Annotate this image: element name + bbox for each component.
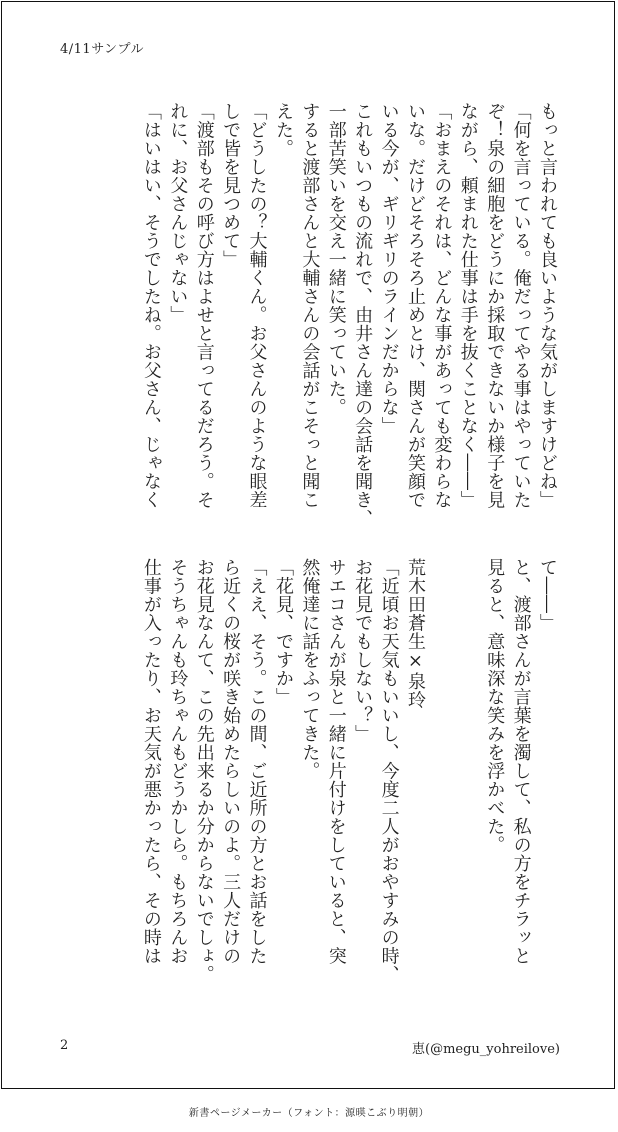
text-line: ぞ！泉の細胞をどうにか採取できないか様子を見: [484, 102, 506, 509]
book-page: [1, 1, 615, 1089]
blank-line: [428, 558, 454, 993]
text-line: しで皆を見つめて」: [220, 102, 242, 269]
text-line: 然俺達に話をふってきた。: [299, 558, 321, 780]
text-line: ら近くの桜が咲き始めたらしいのよ。三人だけの: [220, 558, 242, 965]
page-header-title: 4/11サンプル: [60, 42, 145, 57]
generator-caption: 新書ページメーカー（フォント：源暎こぶり明朝）: [188, 1108, 430, 1119]
text-line: て――」: [537, 558, 558, 632]
text-line: と、渡部さんが言葉を濁して、私の方をチラッと: [510, 558, 532, 965]
text-line: そうちゃんも玲ちゃんもどうかしら。もちろんお: [167, 558, 189, 965]
text-line: 「何を言っている。俺だってやる事はやっていた: [510, 102, 532, 509]
blank-line: [454, 558, 480, 993]
text-line: 一部苦笑いを交え一緒に笑っていた。: [325, 102, 347, 417]
text-line: 「はいはい、そうでしたね。お父さん、じゃなく: [140, 102, 162, 509]
text-line: いな。だけどそろそろ止めとけ、関さんが笑顔で: [404, 102, 426, 509]
text-line: 「おまえのそれは、どんな事があっても変わらな: [431, 102, 453, 509]
text-line: 「どうしたの？大輔くん。お父さんのような眼差: [246, 102, 268, 509]
text-block-top: [50, 102, 560, 537]
text-line: 見ると、意味深な笑みを浮かべた。: [484, 558, 506, 854]
text-line: これもいつもの流れで、由井さん達の会話を聞き、: [352, 102, 374, 528]
text-line: すると渡部さんと大輔さんの会話がこそっと聞こ: [299, 102, 321, 509]
text-line: お花見でもしない？」: [352, 558, 374, 743]
author-credit: 恵(@megu_yohreilove): [412, 1042, 560, 1057]
text-line: もっと言われても良いような気がしますけどね」: [537, 102, 558, 509]
page-number: 2: [60, 1038, 69, 1053]
text-line: お花見なんて、この先出来るか分からないでしょ。: [193, 558, 215, 984]
text-line: れに、お父さんじゃない」: [167, 102, 189, 324]
text-line: 「花見、ですか」: [272, 558, 294, 706]
text-line: 「近頃お天気もいいし、今度二人がおやすみの時、: [378, 558, 400, 984]
text-line: えた。: [272, 102, 294, 158]
section-heading: 荒木田蒼生×泉玲: [404, 558, 426, 709]
text-line: 「ええ、そう。この間、ご近所の方とお話をした: [246, 558, 268, 965]
text-line: 「渡部もその呼び方はよせと言ってるだろう。そ: [193, 102, 215, 509]
text-block-bottom: [50, 558, 560, 993]
text-line: 仕事が入ったり、お天気が悪かったら、その時は: [140, 558, 162, 965]
text-line: ながら、頼まれた仕事は手を抜くことなく――」: [457, 102, 479, 509]
text-line: いる今が、ギリギリのラインだからな」: [378, 102, 400, 435]
text-line: サエコさんが泉と一緒に片付けをしていると、突: [325, 558, 347, 965]
